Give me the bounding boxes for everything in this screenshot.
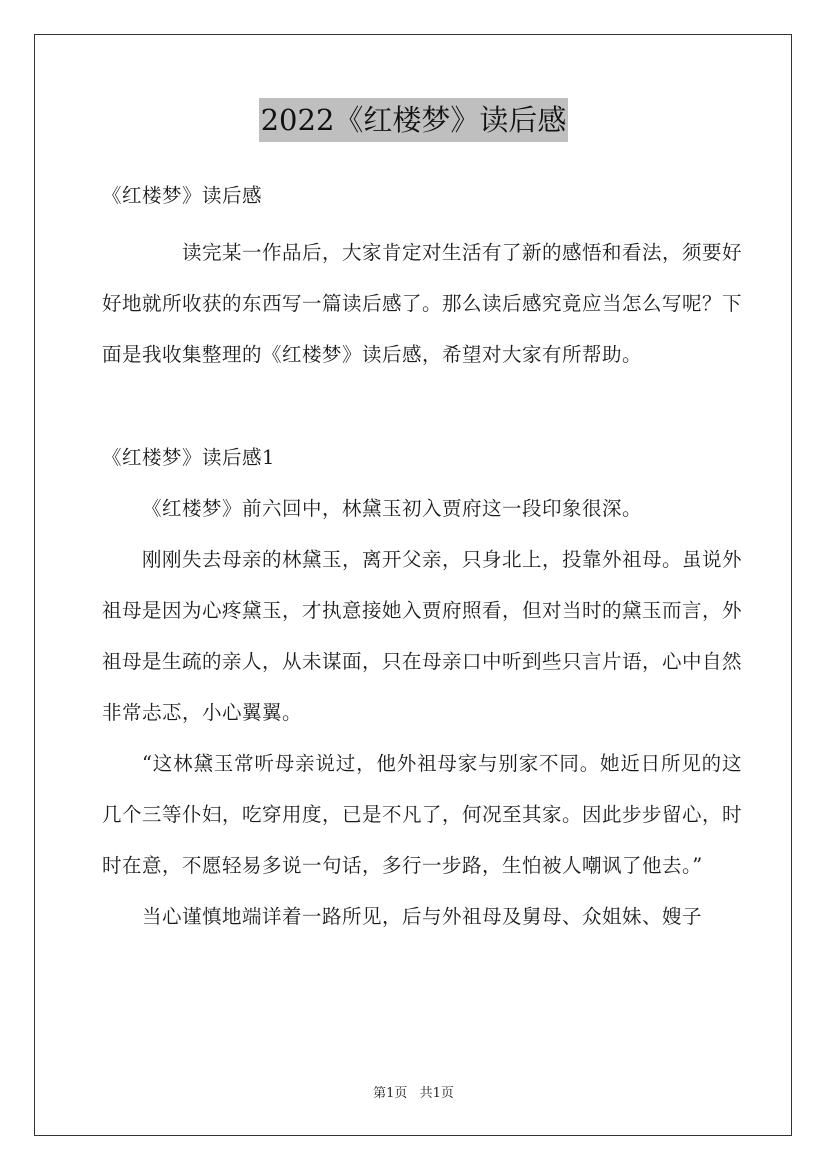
document-subtitle: 《红楼梦》读后感 — [102, 184, 263, 207]
section-heading: 《红楼梦》读后感1 — [102, 446, 275, 469]
document-body — [102, 170, 742, 942]
total-pages: 共1页 — [419, 1086, 454, 1101]
section-spacer — [102, 380, 742, 432]
body-paragraph-4: 当心谨慎地端详着一路所见，后与外祖母及舅母、众姐妹、嫂子 — [142, 905, 703, 928]
body-paragraph-3: “这林黛玉常听母亲说过，他外祖母家与别家不同。她近日所见的这几个三等仆妇，吃穿用度，已是不凡了，何况至其家。因此步步留心，时时在意，不愿轻易多说一句话，多行一步路，生怕被人嘲讽了他去。” — [102, 752, 743, 877]
intro-paragraph: 读完某一作品后，大家肯定对生活有了新的感悟和看法，须要好好地就所收获的东西写一篇读后感了。那么读后感究竟应当怎么写呢？下面是我收集整理的《红楼梦》读后感，希望对大家有所帮助。 — [102, 241, 743, 366]
title-container — [0, 98, 827, 142]
document-title: 2022《红楼梦》读后感 — [259, 98, 569, 142]
page-footer — [0, 1082, 827, 1101]
body-paragraph-2: 刚刚失去母亲的林黛玉，离开父亲，只身北上，投靠外祖母。虽说外祖母是因为心疼黛玉，才执意接她入贾府照看，但对当时的黛玉而言，外祖母是生疏的亲人，从未谋面，只在母亲口中听到些只言片语，心中自然非常忐忑，小心翼翼。 — [102, 548, 743, 724]
body-paragraph-1: 《红楼梦》前六回中，林黛玉初入贾府这一段印象很深。 — [142, 497, 643, 520]
page-number: 第1页 — [373, 1086, 408, 1101]
